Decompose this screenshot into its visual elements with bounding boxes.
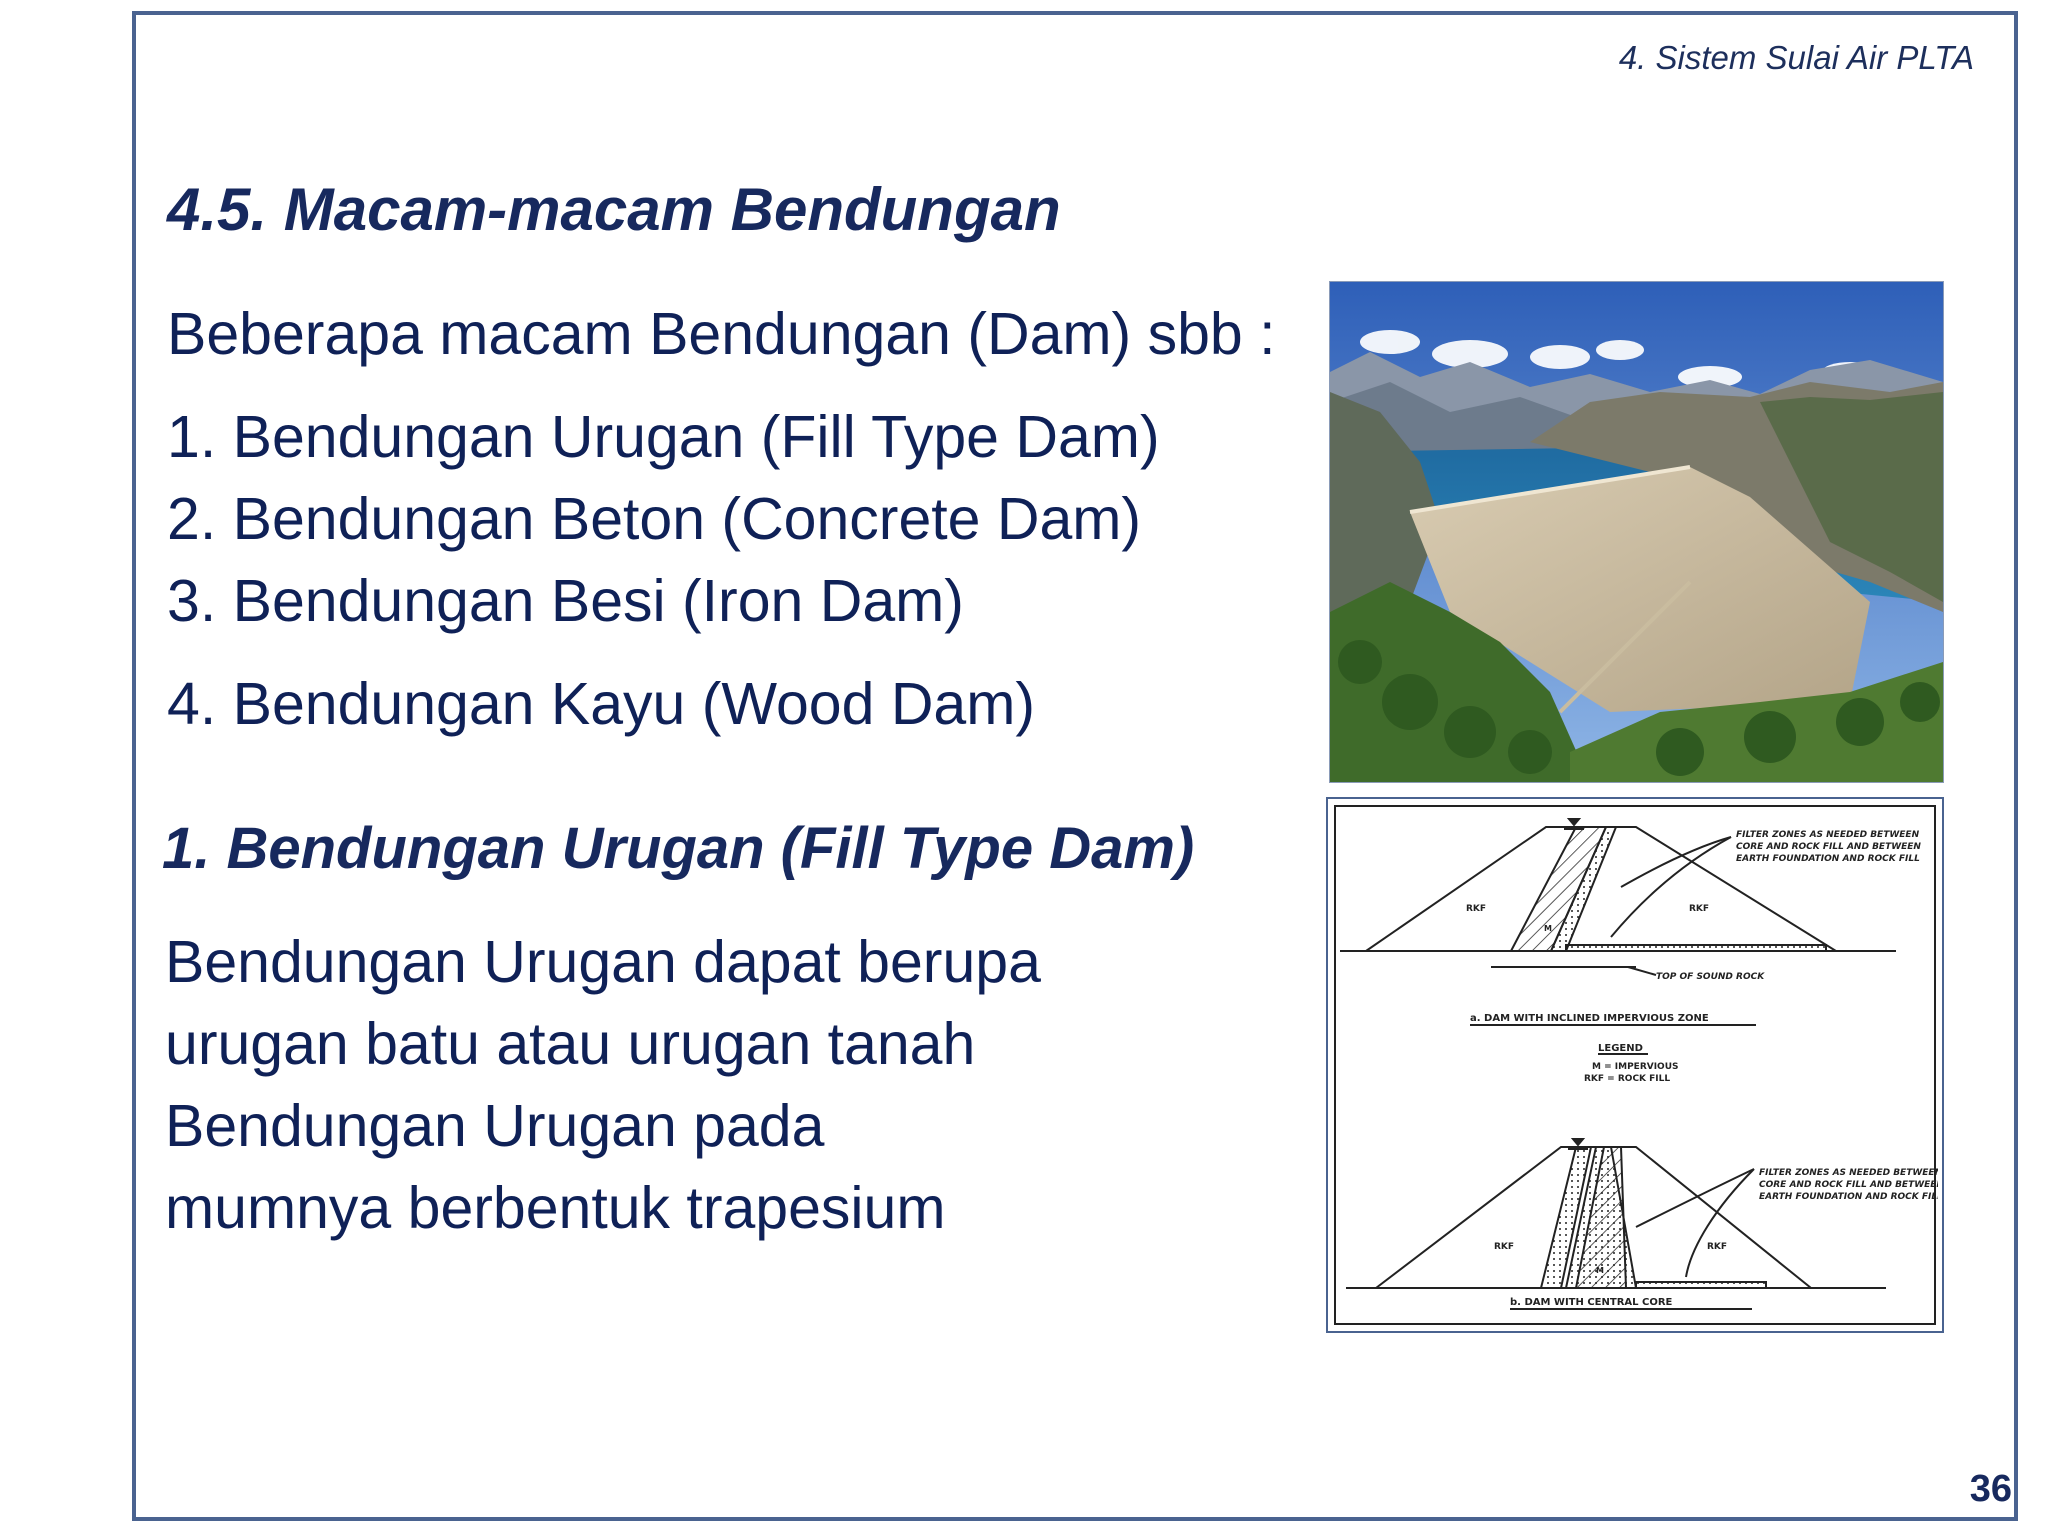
top-of-sound-rock-label: TOP OF SOUND ROCK	[1656, 972, 1765, 982]
subsection-title: 1. Bendungan Urugan (Fill Type Dam)	[162, 816, 1195, 881]
body-line: mumnya berbentuk trapesium	[165, 1175, 946, 1241]
legend-title: LEGEND	[1598, 1043, 1643, 1054]
page-number: 36	[1969, 1468, 2012, 1510]
intro-text: Beberapa macam Bendungan (Dam) sbb :	[167, 301, 1276, 367]
rkf-label: RKF	[1707, 1242, 1728, 1252]
dam-type-item: 4. Bendungan Kayu (Wood Dam)	[167, 671, 1036, 737]
header-label: 4. Sistem Sulai Air PLTA	[1618, 39, 1974, 76]
legend-rkf: RKF = ROCK FILL	[1584, 1074, 1671, 1084]
filter-note-a-line: CORE AND ROCK FILL AND BETWEEN	[1736, 842, 1921, 852]
rkf-label: RKF	[1689, 904, 1710, 914]
m-label: M	[1544, 924, 1552, 933]
filter-note-b-line: FILTER ZONES AS NEEDED BETWEEN	[1759, 1168, 1938, 1178]
diagram-border	[1334, 805, 1936, 1325]
filter-note-b-line: CORE AND ROCK FILL AND BETWEEN	[1759, 1180, 1938, 1190]
m-label: M	[1596, 1266, 1604, 1275]
filter-note-a-line: EARTH FOUNDATION AND ROCK FILL	[1736, 854, 1920, 864]
dam-cross-section-diagram	[1326, 797, 1944, 1333]
caption-b: b. DAM WITH CENTRAL CORE	[1510, 1297, 1673, 1308]
legend-m: M = IMPERVIOUS	[1592, 1062, 1679, 1072]
section-title: 4.5. Macam-macam Bendungan	[167, 176, 1061, 243]
body-line: Bendungan Urugan pada	[165, 1093, 825, 1159]
filter-note-b-line: EARTH FOUNDATION AND ROCK FILL	[1759, 1192, 1938, 1202]
dam-type-item: 2. Bendungan Beton (Concrete Dam)	[167, 486, 1142, 552]
filter-note-a-line: FILTER ZONES AS NEEDED BETWEEN	[1736, 830, 1920, 840]
body-text	[165, 921, 1215, 1249]
dam-type-item: 1. Bendungan Urugan (Fill Type Dam)	[167, 404, 1160, 470]
rkf-label: RKF	[1466, 904, 1487, 914]
body-line: urugan batu atau urugan tanah	[165, 1011, 976, 1077]
body-line: Bendungan Urugan dapat berupa	[165, 929, 1041, 995]
dam-type-item: 3. Bendungan Besi (Iron Dam)	[167, 568, 964, 634]
rkf-label: RKF	[1494, 1242, 1515, 1252]
dam-photo	[1329, 281, 1944, 783]
caption-a: a. DAM WITH INCLINED IMPERVIOUS ZONE	[1470, 1013, 1709, 1024]
slide-frame	[132, 11, 2018, 1521]
